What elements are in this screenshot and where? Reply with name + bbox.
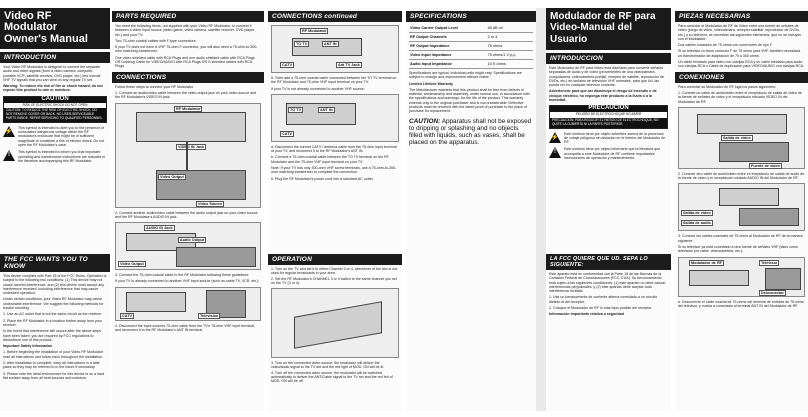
spanish-bolt-text: Este símbolo tiene por objeto advertirle acerca de la presencia de voltaje peligroso sin aislación en el interior del Modulador de RF. xyxy=(564,131,666,145)
conn-step-3a: If your TV is already connected to another VHF input source (such as cable TV, VCR, etc.): xyxy=(115,279,260,284)
spec-row xyxy=(409,42,533,51)
panel-divider xyxy=(536,8,546,411)
spanish-connections-intro: Para conectar su Modulador de RF siga los pasos siguientes: xyxy=(678,84,776,89)
bolt-text: This symbol is intended to alert you to the presence of uninsulated dangerous voltage within the RF modulator's enclosure that might be of sufficient magnitude to constitute a risk of electric shock. Do not open the RF Modulator's case. xyxy=(18,125,105,147)
intro-warning: Warning: To reduce the risk of fire or shock hazard, do not expose this product to rain or moisture. xyxy=(3,84,103,93)
spanish-connections-heading: CONEXIONES xyxy=(675,72,808,83)
spanish-fcc-item-1: 1. Use un tomacorriente de corriente alterna conectado a un circuito distinto al del receptor. xyxy=(549,295,658,304)
spanish-front-panel xyxy=(546,8,671,411)
spanish-caution-bottom: PRECAUCIÓN: PARA REDUCIR EL RIESGO DE ELECTROCHOQUE, NO QUITE LA CUBIERTA NI LA PARTE POSTERIOR. xyxy=(550,118,667,128)
label-salida-video-2: Salida de video xyxy=(683,211,711,216)
specifications-heading: SPECIFICATIONS xyxy=(406,11,536,22)
english-parts-panel xyxy=(112,8,264,411)
spanish-conn-step-2: 2. Conecte otro cable de audio/video entre el receptáculo de salida de audio de la fuente de video y el receptáculo rotulado AUDIO IN del Modulador de RF. xyxy=(678,171,805,181)
conn-step-4: 4. Disconnect the input sources 75-ohm cable from the TV's 75-ohm VHF input terminal, and reconnect it to the RF Modulator's ANT IN terminal. xyxy=(115,323,256,333)
safety-item-2: 2. After installation is complete, keep all instructions in a safe place so they may be referred to in the future if necessary. xyxy=(3,361,100,370)
label-catv-2: CATV xyxy=(282,63,293,67)
conn-step-2: 2. Connect another audio/video cable between the audio output jack on your video source and the RF Modulator's AUDIO IN jack. xyxy=(115,210,258,219)
title-line-1: Video RF Modulator xyxy=(4,10,58,33)
label-modulador: Modulador de RF xyxy=(691,260,723,265)
spec-row xyxy=(409,33,533,42)
exclamation-icon: ! xyxy=(549,147,561,158)
spanish-video-diagram xyxy=(678,107,805,169)
spanish-conn-step-3a: Si su televisor ya está conectado a otra fuente de señales VHF (tales como televisión por cable, videocasetera, etc.): xyxy=(678,245,798,254)
modulador-device-2 xyxy=(719,188,779,206)
spanish-caution-middle: PELIGRO DE ELECTROCHOQUE NO ABRIR xyxy=(575,112,642,117)
fcc-item-2: 2. Place the RF Modulator in a location further away from your receiver. xyxy=(3,318,102,327)
title-block xyxy=(0,8,110,49)
conn-note: Note: If your TV has only 300-ohm VHF screw terminals, use a 75-ohm-to-300-ohm matching transformer to complete the connection. xyxy=(271,166,397,175)
spec-label: Video Input Impedance xyxy=(409,51,487,60)
spanish-exclaim-text: Este símbolo tiene por objeto informarle que la literatura que acompaña a este Modulador de RF contiene importantes instrucciones de operación y mantenimiento. xyxy=(564,147,661,161)
label-fuente-video: Fuente de video xyxy=(751,163,780,168)
spanish-bolt-warning xyxy=(546,132,671,145)
fuente-video-device xyxy=(719,142,789,162)
caution-header: CAUTION xyxy=(4,97,106,103)
final-caution-text: Apparatus shall not be exposed to dripping or splashing and no objects filled with liquids, such as vases, shall be placed on the apparatus. xyxy=(409,117,532,147)
spanish-parts-panel xyxy=(675,8,808,411)
fuente-video-device-2 xyxy=(739,208,799,226)
safety-heading: Important Safety Information xyxy=(3,344,53,349)
video-connection-diagram xyxy=(115,103,261,208)
conn-step-3: 3. Connect the 75-ohm coaxial cable to the RF Modulator following these guidelines: xyxy=(115,273,250,278)
rf-modulator-device xyxy=(136,112,246,142)
conn-step-6: a. Disconnect the current CATV / antenna cable from the 75-ohm input terminal of your TV, and reconnect it to the RF Modulator's ANT IN. xyxy=(271,144,397,154)
spanish-intro-text: Este Modulador de RF para Video está diseñado para convertir señales separadas de audio y de vídeo (provenientes de una videocámara, computadora, videocasetera portátil, receptor de satélite, reproductor de DVDs, etc.) en señales de televisión VHF normales, para que Ud. las pueda ver en cualquier televisor corriente. xyxy=(549,66,665,88)
final-caution-label: CAUTION: xyxy=(409,117,441,125)
title-line-2: Owner's Manual xyxy=(4,33,88,45)
spanish-title-line-2: Video-Manual del Usuario xyxy=(550,22,633,45)
audio-connection-diagram xyxy=(115,222,261,270)
spec-row xyxy=(409,24,533,33)
label-ant-in: ANT IN xyxy=(324,42,337,46)
label-rf-modulator: RF Modulator xyxy=(176,106,201,111)
connections-continued-heading: CONNECTIONS continued xyxy=(268,11,402,22)
parts-item-2: If your TV does not have a VHF 75-ohm F-connector, you will also need a 75-ohm-to-300-ohm matching transformer. xyxy=(115,45,258,54)
lightning-bolt-icon: ⚡ xyxy=(3,126,15,137)
warranty-heading: Limited Lifetime Warranty xyxy=(409,81,453,86)
label-video-in-jack: VIDEO IN Jack xyxy=(178,144,205,149)
spanish-intro-heading: INTRODUCCION xyxy=(546,53,671,64)
spanish-caution-header: PRECAUCIÓN xyxy=(550,106,667,112)
spec-label: RF Output Channels xyxy=(409,33,487,42)
spanish-title-line-1: Modulador de RF para xyxy=(550,11,656,22)
connections-intro: Follow these steps to connect your RF Modulator. xyxy=(115,84,194,89)
label-to-tv-2: TO TV xyxy=(290,107,302,112)
label-television: Television xyxy=(200,313,219,318)
spanish-parts-heading: PIEZAS NECESARIAS xyxy=(675,11,808,22)
spanish-parts-item-1: Dos cables coaxiales de 75 ohms con conectores de tipo F. xyxy=(678,43,773,48)
op-step-3: 3. Turn on the connected video source; the modulator will deliver the video/audio signal to the TV set and the red light of MOD. ON will be lit. xyxy=(271,361,385,370)
spanish-exclaim-warning xyxy=(546,147,671,160)
warranty-text: The Manufacturer warrants that this product shall be free from defects in material, workmanship and assembly, under normal use, in accordance with the specifications and warnings, for the life of the product. This warranty extends only to the original purchaser and is non-transferable. Defective products must be returned with the dated proof of purchase to the place of purchase for replacement. xyxy=(409,87,530,114)
caution-middle: RISK OF ELECTRIC SHOCK DO NOT OPEN xyxy=(22,102,88,107)
connections-heading: CONNECTIONS xyxy=(112,72,264,83)
fcc-item-1: 1. Use an AC outlet that is not the same circuit as the receiver. xyxy=(3,312,103,317)
spanish-antenna-diagram xyxy=(678,257,805,297)
spanish-title-block xyxy=(546,8,671,50)
direct-connection-diagram xyxy=(271,94,399,142)
english-connections-panel xyxy=(268,8,402,411)
exclamation-icon: ! xyxy=(3,150,15,161)
op-step-1: 1. Turn on the TV and set it to either Channel 3 or 4, whichever of the two is not used for regular broadcasts in your area. xyxy=(271,267,398,276)
fcc-text-2: Under certain conditions, your Video RF Modulator may cause undesirable interference. We suggest the following methods for trouble shooting. xyxy=(3,297,104,311)
caution-bottom: CAUTION: TO REDUCE THE RISK OF ELECTRIC SHOCK, DO NOT REMOVE COVER OR BACK. NO USER-SERVICEABLE PARTS INSIDE. REFER SERVICING TO QUALIFIED PERSONNEL. xyxy=(4,108,106,121)
antenna-connection-diagram xyxy=(115,287,261,321)
parts-text: You need the following items, not supplied with your Video RF Modulator, to connect it between a video input source (video game, video camera, satellite receiver, DVD player, etc.) and your TV: xyxy=(115,24,256,37)
bolt-warning xyxy=(0,126,110,147)
spec-label: Audio Input Impedance xyxy=(409,60,487,69)
op-step-4: 4. Turn off the connected video source; the modulator will be switched automatically to deliver the ANT/Cable signal to the TV set and the red led of MOD. ON will be off. xyxy=(271,370,393,384)
conn-step-5: 5. Then add a 75-ohm coaxial cable connected between the TO TV terminal on the RF Modulator and 75-ohm VHF input terminal on your TV. xyxy=(271,76,397,85)
spanish-fcc-text: Este aparato está en conformidad con la Parte 15 de las Normas de la Comisión Federal de Comunicaciones (FCC, EUA). Su funcionamiento está sujeto a las siguientes condiciones: (1) este aparato no debe causar interferencias perjudiciales, y (2) este aparato debe aceptar toda interferencia recibida. xyxy=(549,272,666,294)
spanish-safety-heading: Información importante relativa a seguridad xyxy=(549,312,624,317)
spanish-intro-warning: Advertencia: para que así disminuya el riesgo de incendio o de choque eléctrico, no exponga este producto a la lluvia o a la humedad. xyxy=(549,89,657,103)
rf-modulator-illustration xyxy=(294,301,382,349)
fcc-item-3: In the event that interference still occurs after the above steps have been taken, you are required by FCC regulations to discontinue use of this product. xyxy=(3,329,102,342)
specifications-table xyxy=(409,24,533,69)
parts-item-3: One video shielded cable with RCA Plugs and one audio shielded cable with RCA Plugs OR Dubbing Cable for VIDEO/AUDIO with RCA Plugs OR S shielded cables with RCA Plugs xyxy=(115,55,255,69)
televisor-device xyxy=(765,268,801,290)
label-video-output-2: Video Output xyxy=(120,262,144,267)
intro-heading: INTRODUCTION xyxy=(0,52,110,63)
spec-value: 75 ohms/1 V p-p xyxy=(487,51,533,60)
spec-value: 3 or 4 xyxy=(487,33,533,42)
operation-heading: OPERATION xyxy=(268,254,402,265)
fcc-text-1: This device complies with Part 15 of the FCC Rules. Operation is subject to the following two conditions: (1) This device may not cause harmful interference, and (2) this device must accept any interference received, including interference that may cause undesired operation. xyxy=(3,274,107,296)
spanish-fcc-item-2: 2. Coloque el Modulador de RF lo más lejos posible del receptor. xyxy=(549,306,653,311)
spec-row xyxy=(409,51,533,60)
parts-heading: PARTS REQUIRED xyxy=(112,11,264,22)
final-caution xyxy=(406,116,536,149)
spanish-caution-box xyxy=(549,105,668,128)
spec-value: 75 ohms xyxy=(487,42,533,51)
spanish-conn-step-1: 1. Conecte un cable de audio/video entre el receptáculo de salida de video de la fuente de señales de video y el receptáculo rotulado VIDEO IN del Modulador de RF. xyxy=(678,90,802,104)
label-desconectar: Desconectar xyxy=(761,290,784,295)
label-to-tv: TO TV xyxy=(296,42,308,46)
label-televisor: Televisor xyxy=(761,260,778,265)
exclaim-text: This symbol is intended to inform you that important operating and maintenance instructions are included in the literature accompanying this RF Modulator. xyxy=(18,150,106,163)
spanish-parts-item-3: Un cable blindado para video con clavijas RCA y un cable blindado para audio con clavijas RCA o Cable de duplicación para VIDEO/AUDIO con clavijas RCA. xyxy=(678,60,805,69)
spec-value: 10 K ohms xyxy=(487,60,533,69)
label-ant-tv-jack: Ant TV Jack xyxy=(338,63,360,67)
caution-box xyxy=(3,96,107,123)
modulador-device xyxy=(697,114,787,134)
specs-note: Specifications are typical, individual units might vary. Specifications are subject to change and improvement without notice. xyxy=(409,71,522,80)
spanish-fcc-heading: LA FCC QUIERE QUE UD. SEPA LO SIGUIENTE: xyxy=(546,254,671,270)
spec-label: Video Carrier Output Level xyxy=(409,24,487,33)
video-cable xyxy=(186,142,188,170)
safety-item-1: 1. Before beginning the installation of your Video RF Modulator read all instructions and follow each throughout the installation. xyxy=(3,350,104,359)
antenna-routing-diagram xyxy=(271,25,399,73)
spec-label: RF Output Impedance xyxy=(409,42,487,51)
label-ant-in-2: ANT IN xyxy=(320,107,333,112)
lightning-bolt-icon: ⚡ xyxy=(549,132,561,143)
english-specs-panel xyxy=(406,8,536,411)
parts-item-1: Two 75-ohm coaxial cables with F-type connectors. xyxy=(115,38,197,43)
conn-step-8: 6. Plug the RF Modulator's power cord into a standard AC outlet. xyxy=(271,176,374,181)
label-video-output: Video Output xyxy=(160,174,184,179)
operation-diagram xyxy=(271,288,399,358)
safety-item-3: 3. Please note the ideal environment for this device is on a hard flat surface away from all heat sources and moisture. xyxy=(3,371,105,380)
spanish-conn-step-4: a. Desconecte el cable coaxial de 75 ohms del terminal de entrada de 75 ohms del televisor, y vuelva a conectarlo al terminal ANT IN del Modulador de RF. xyxy=(678,299,804,308)
fcc-heading: THE FCC WANTS YOU TO KNOW xyxy=(0,254,110,272)
spanish-conn-step-3: 3. Conecte los cables coaxiales de 75 ohms al Modulador de RF de la manera siguiente: xyxy=(678,234,803,243)
label-catv-3: CATV xyxy=(282,131,293,136)
label-rf-modulator-2: RF Modulator xyxy=(302,29,327,33)
label-salida-video: Salida de video xyxy=(723,135,751,140)
label-audio-output: Audio Output xyxy=(180,238,205,243)
intro-text: Your Video RF Modulator is designed to convert the separate audio and video signals (from a video camera, computer, portable VCR, satellite receiver, DVD player, etc.) into normal VHF TV signals that you can view on any regular TV set. xyxy=(3,65,101,82)
exclaim-warning xyxy=(0,150,110,163)
spanish-audio-diagram xyxy=(678,183,805,231)
op-step-2: 2. Set the RF Modulator's CHANNEL 3 or 4 switch to the same channel you set on the TV (3 or 4). xyxy=(271,276,397,285)
label-catv: CATV xyxy=(122,313,133,318)
spec-value: 65 dB uV xyxy=(487,24,533,33)
video-source-device-2 xyxy=(176,247,256,267)
english-front-panel xyxy=(0,8,110,411)
conn-step-1: 1. Connect an audio/video cable between the video output jack on your video source and the RF Modulator's VIDEO IN jack. xyxy=(115,90,257,100)
conn-step-5a: If your TV is not already connected to another VHF source: xyxy=(271,86,365,91)
label-video-source: Video Source xyxy=(198,201,223,206)
conn-step-7: b. Connect a 75-ohm coaxial cable between the TO TV terminal on the RF Modulator and the 75-ohm VHF input terminal on your TV. xyxy=(271,155,389,164)
spanish-parts-item-2: Si su televisor no tiene conector F de 75 ohms para VHF, también necesitará un transformador de adaptación de 75 a 300 ohms. xyxy=(678,49,801,58)
label-audio-in-jack: AUDIO IN Jack xyxy=(146,226,173,231)
rf-modulator-device-3 xyxy=(126,292,186,312)
modulador-device-3 xyxy=(689,270,749,286)
spanish-parts-text: Para conectar el Modulador de RF de Video entre una fuente de señales de video (juego de video, videocámara, receptor satelital, reproductor de DVDs, etc.) y su televisor, se necesitan las siguientes elementos, que no se incluyen con el Modulador: xyxy=(678,24,802,41)
label-salida-audio: Salida de audio xyxy=(683,221,711,226)
spec-row xyxy=(409,60,533,69)
